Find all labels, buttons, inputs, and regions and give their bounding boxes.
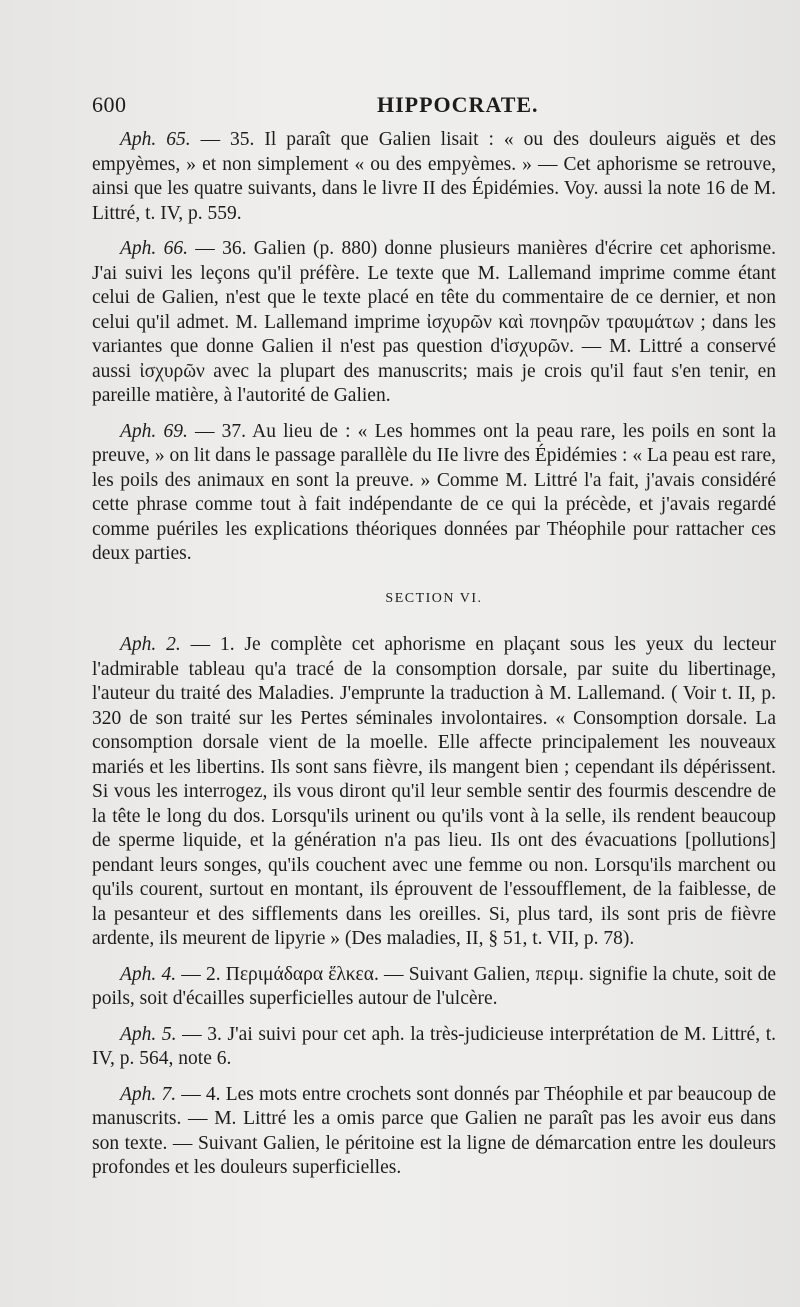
aphorism-ref: Aph. 4. <box>120 963 177 985</box>
note-text: — 37. Au lieu de : « Les hommes ont la peau rare, les poils en sont la preuve, » on lit dans le passage parallèle du IIe livre des Épidémies : « La peau est rare, les poils des animaux en sont la preuve. » Comme M. Littré l'a fait, j'avais considéré cette phrase comme tout à fait indépendante de ce qui la précède, et j'avais regardé comme puériles les explications théoriques données par Théophile pour rattacher ces deux parties. <box>92 420 776 564</box>
page-number: 600 <box>92 92 127 117</box>
note-aph-69 <box>92 420 776 567</box>
note-aph-66 <box>92 237 776 409</box>
note-aph-65 <box>92 128 776 226</box>
note-text: — 2. Περιμάδαρα ἕλκεα. — Suivant Galien, περιμ. signifie la chute, soit de poils, soit d'écailles superficielles autour de l'ulcère. <box>92 963 777 1009</box>
note-text: — 36. Galien (p. 880) donne plusieurs manières d'écrire cet aphorisme. J'ai suivi les leçons qu'il préfère. Le texte que M. Lallemand imprime comme étant celui de Galien, n'est que le texte placé en tête du commentaire de ce dernier, et non celui qu'il admet. M. Lallemand imprime ἰσχυρῶν καὶ πονηρῶν τραυμάτων ; dans les variantes que donne Galien il n'est pas question d'ἰσχυρῶν. — M. Littré a conservé aussi ἰσχυρῶν avec la plupart des manuscrits; mais je crois qu'il faut s'en tenir, en pareille matière, à l'autorité de Galien. <box>92 238 776 406</box>
note-aph-7 <box>92 1083 776 1181</box>
aphorism-ref: Aph. 69. <box>120 420 188 442</box>
note-aph-2 <box>92 633 776 952</box>
running-title: HIPPOCRATE. <box>377 92 539 117</box>
aphorism-ref: Aph. 65. <box>120 129 191 150</box>
note-text: — 4. Les mots entre crochets sont donnés par Théophile et par beaucoup de manuscrits. — M. Littré les a omis parce que Galien ne paraît pas les avoir eus dans son texte. — Suivant Galien, le péritoine est la ligne de démarcation entre les douleurs profondes et les douleurs superficielles. <box>92 1083 776 1178</box>
note-text: — 3. J'ai suivi pour cet aph. la très-judicieuse interprétation de M. Littré, t. IV, p. 564, note 6. <box>92 1023 776 1069</box>
note-text: — 35. Il paraît que Galien lisait : « ou des douleurs aiguës et des empyèmes, » et non simplement « ou des empyèmes. » — Cet aphorisme se retrouve, ainsi que les quatre suivants, dans le livre II des Épidémies. Voy. aussi la note 16 de M. Littré, t. IV, p. 559. <box>92 129 776 224</box>
aphorism-ref: Aph. 2. <box>120 634 181 655</box>
aphorism-ref: Aph. 5. <box>120 1023 177 1045</box>
aphorism-ref: Aph. 7. <box>120 1083 177 1105</box>
page-body <box>92 128 776 1192</box>
note-aph-4 <box>92 963 776 1012</box>
aphorism-ref: Aph. 66. <box>120 238 188 259</box>
note-text: — 1. Je complète cet aphorisme en plaçant sous les yeux du lecteur l'admirable tableau qu'a tracé de la consomption dorsale, par suite du libertinage, l'auteur du traité des Maladies. J'emprunte la traduction à M. Lallemand. ( Voir t. II, p. 320 de son traité sur les Pertes séminales involontaires. « Consomption dorsale. La consomption dorsale vient de la moelle. Elle affecte principalement les nouveaux mariés et les libertins. Ils sont sans fièvre, ils mangent bien ; cependant ils dépérissent. Si vous les interrogez, ils vous diront qu'il leur semble sentir des fourmis descendre de la tête le long du dos. Lorsqu'ils urinent ou qu'ils vont à la selle, ils rendent beaucoup de sperme liquide, et la génération n'a pas lieu. Ils ont des évacuations [pollutions] pendant leurs songes, qu'ils couchent avec une femme ou non. Lorsqu'ils marchent ou qu'ils courent, surtout en montant, ils éprouvent de l'essoufflement, de la faiblesse, de la pesanteur et des sifflements dans les oreilles. Si, plus tard, ils sont pris de fièvre ardente, ils meurent de lipyrie » (Des maladies, II, § 51, t. VII, p. 78). <box>92 634 776 949</box>
note-aph-5 <box>92 1023 776 1072</box>
running-header <box>92 92 782 122</box>
section-heading: SECTION VI. <box>385 590 483 606</box>
